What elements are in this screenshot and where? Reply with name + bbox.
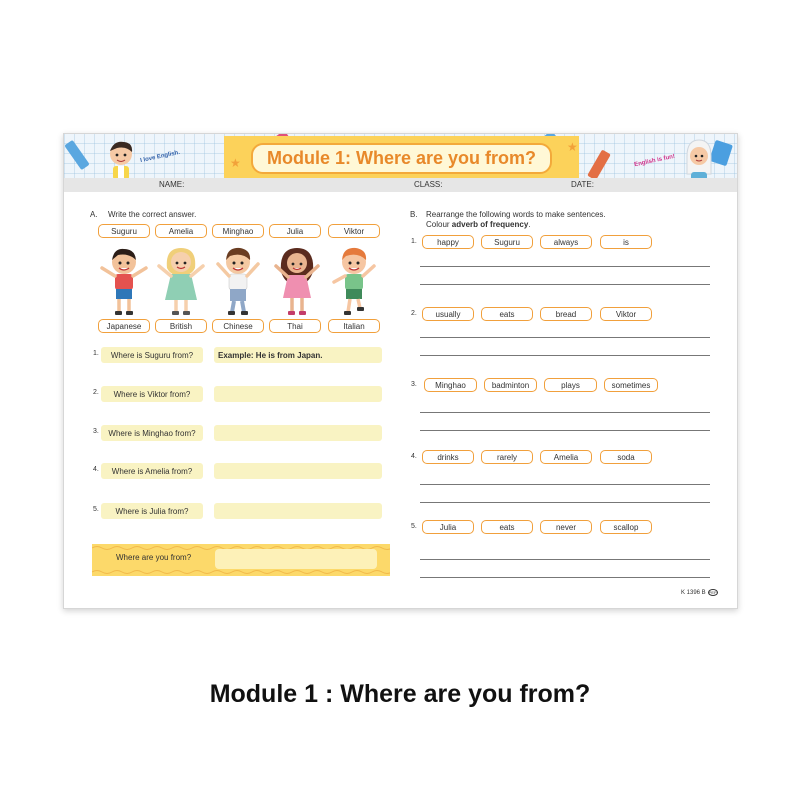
i-love-english-tag: I love English. <box>139 149 181 165</box>
answer-line[interactable] <box>420 577 710 578</box>
star-icon: ★ <box>567 140 578 154</box>
page-title: Module 1: Where are you from? <box>251 143 552 174</box>
girl-amelia-illustration <box>153 242 209 318</box>
name-field-label[interactable]: NAME: <box>159 180 185 189</box>
wave-decoration <box>92 569 390 575</box>
question-box: Where is Suguru from? <box>101 347 203 363</box>
word-pill[interactable]: Suguru <box>481 235 533 249</box>
word-pill[interactable]: Viktor <box>600 307 652 321</box>
name-pill: Julia <box>269 224 321 238</box>
nationality-pill: Thai <box>269 319 321 333</box>
item-number: 3. <box>411 381 417 388</box>
word-pill[interactable]: happy <box>422 235 474 249</box>
word-pill[interactable]: is <box>600 235 652 249</box>
word-pill[interactable]: eats <box>481 520 533 534</box>
word-pill[interactable]: never <box>540 520 592 534</box>
item-number: 1. <box>411 238 417 245</box>
question-number: 2. <box>93 389 99 396</box>
word-pill[interactable]: drinks <box>422 450 474 464</box>
answer-box[interactable] <box>214 425 382 441</box>
answer-box[interactable]: Example: He is from Japan. <box>214 347 382 363</box>
answer-line[interactable] <box>420 266 710 267</box>
item-number: 4. <box>411 453 417 460</box>
question-box: Where is Julia from? <box>101 503 203 519</box>
word-pill[interactable]: plays <box>544 378 597 392</box>
name-pill: Viktor <box>328 224 380 238</box>
question-number: 5. <box>93 506 99 513</box>
answer-line[interactable] <box>420 412 710 413</box>
date-field-label[interactable]: DATE: <box>571 180 594 189</box>
boy-viktor-illustration <box>326 242 382 318</box>
publisher-logo-icon: PEP <box>708 590 717 595</box>
class-field-label[interactable]: CLASS: <box>414 180 443 189</box>
instruction-prefix: Colour <box>426 220 452 229</box>
word-pill[interactable]: usually <box>422 307 474 321</box>
word-pill[interactable]: bread <box>540 307 592 321</box>
name-pill: Minghao <box>212 224 264 238</box>
boy-suguru-illustration <box>96 242 152 318</box>
section-b-letter: B. <box>410 210 418 219</box>
question-box: Where is Viktor from? <box>101 386 203 402</box>
answer-line[interactable] <box>420 559 710 560</box>
question-box: Where is Minghao from? <box>101 425 203 441</box>
answer-line[interactable] <box>420 337 710 338</box>
nationality-pill: British <box>155 319 207 333</box>
student-info-row <box>64 178 738 192</box>
product-code <box>681 589 718 596</box>
word-pill[interactable]: badminton <box>484 378 537 392</box>
personal-answer-box[interactable] <box>215 549 377 569</box>
word-pill[interactable]: rarely <box>481 450 533 464</box>
question-number: 1. <box>93 350 99 357</box>
nationality-pill: Italian <box>328 319 380 333</box>
word-pill[interactable]: scallop <box>600 520 652 534</box>
section-b-instruction: Rearrange the following words to make sentences. <box>426 210 606 219</box>
answer-box[interactable] <box>214 503 382 519</box>
answer-box[interactable] <box>214 463 382 479</box>
nationality-pill: Japanese <box>98 319 150 333</box>
personal-question-band <box>92 544 390 576</box>
name-pill: Amelia <box>155 224 207 238</box>
answer-line[interactable] <box>420 484 710 485</box>
word-pill[interactable]: Julia <box>422 520 474 534</box>
word-pill[interactable]: eats <box>481 307 533 321</box>
page-caption: Module 1 : Where are you from? <box>209 680 591 708</box>
personal-question-label: Where are you from? <box>116 553 192 562</box>
star-icon: ★ <box>230 156 241 170</box>
name-pill: Suguru <box>98 224 150 238</box>
answer-line[interactable] <box>420 430 710 431</box>
product-code-text: K 1396 B <box>681 590 706 597</box>
word-pill[interactable]: Minghao <box>424 378 477 392</box>
word-pill[interactable]: Amelia <box>540 450 592 464</box>
worksheet <box>63 133 738 609</box>
section-a-letter: A. <box>90 210 98 219</box>
question-number: 4. <box>93 466 99 473</box>
nationality-pill: Chinese <box>212 319 264 333</box>
instruction-suffix: . <box>528 220 531 229</box>
word-pill[interactable]: sometimes <box>604 378 658 392</box>
answer-line[interactable] <box>420 284 710 285</box>
title-banner <box>224 136 579 180</box>
word-pill[interactable]: soda <box>600 450 652 464</box>
answer-box[interactable] <box>214 386 382 402</box>
item-number: 5. <box>411 523 417 530</box>
section-b-instruction-2 <box>426 220 531 229</box>
question-number: 3. <box>93 428 99 435</box>
english-is-fun-tag: English is fun! <box>633 153 676 169</box>
item-number: 2. <box>411 310 417 317</box>
section-a-instruction: Write the correct answer. <box>108 210 197 219</box>
girl-julia-illustration <box>269 242 325 318</box>
answer-line[interactable] <box>420 502 710 503</box>
girl-mascot-icon <box>682 134 716 184</box>
boy-minghao-illustration <box>210 242 266 318</box>
word-pill[interactable]: always <box>540 235 592 249</box>
question-box: Where is Amelia from? <box>101 463 203 479</box>
answer-line[interactable] <box>420 355 710 356</box>
boy-mascot-icon <box>104 134 138 184</box>
instruction-bold: adverb of frequency <box>451 220 529 229</box>
